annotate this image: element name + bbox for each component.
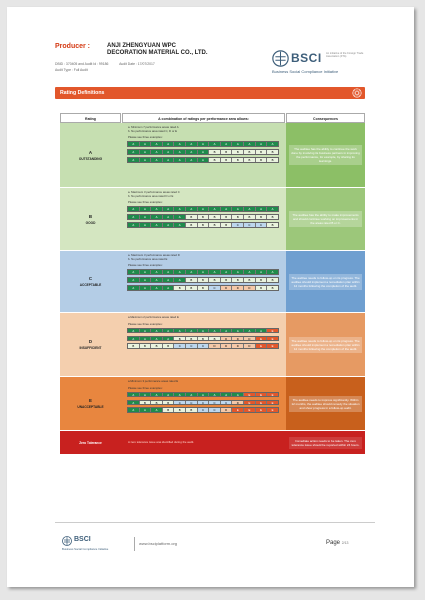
page-label: Page	[326, 540, 341, 546]
example-grade-cell: C	[186, 401, 198, 405]
example-grade-cell: B	[267, 150, 278, 154]
example-grade-cell: A	[128, 401, 140, 405]
rating-letter: E	[89, 398, 92, 403]
page-number	[326, 540, 349, 546]
examples-title: Please see three examples:	[128, 135, 163, 140]
example-grade-cell: A	[186, 329, 198, 333]
example-grade-cell: B	[221, 158, 233, 162]
example-grade-cell: A	[128, 150, 140, 154]
example-grade-cell: A	[256, 329, 268, 333]
example-grade-cell: A	[209, 142, 221, 146]
example-rating-bar	[127, 407, 279, 413]
example-rating-bar	[127, 214, 279, 220]
example-grade-cell: A	[174, 223, 186, 227]
example-rating-bar	[127, 328, 279, 334]
example-grade-cell: A	[151, 393, 163, 397]
example-grade-cell: B	[209, 223, 221, 227]
example-grade-cell: D	[221, 344, 233, 348]
example-grade-cell: B	[198, 223, 210, 227]
rating-name: UNACCEPTABLE	[77, 405, 104, 409]
rating-row	[60, 123, 365, 188]
example-grade-cell: D	[221, 408, 233, 412]
example-grade-cell: A	[163, 215, 175, 219]
example-grade-cell: A	[140, 393, 152, 397]
example-grade-cell: A	[128, 270, 140, 274]
example-grade-cell: A	[140, 408, 152, 412]
audit-type-text: Audit Type : Full Audit	[55, 68, 88, 72]
example-grade-cell: B	[186, 337, 198, 341]
example-grade-cell: A	[151, 270, 163, 274]
example-grade-cell: B	[267, 286, 278, 290]
example-grade-cell: A	[174, 329, 186, 333]
rule-text: a.Minimum 3 performance areas rated E	[128, 379, 179, 383]
rating-name: ACCEPTABLE	[79, 283, 102, 287]
company-name	[107, 43, 208, 57]
example-grade-cell: B	[163, 408, 175, 412]
producer-label: Producer :	[55, 43, 91, 50]
example-rating-bar	[127, 141, 279, 147]
example-rating-bar	[127, 206, 279, 212]
example-grade-cell: D	[232, 337, 244, 341]
example-grade-cell: A	[163, 329, 175, 333]
example-grade-cell: B	[198, 215, 210, 219]
example-grade-cell: B	[267, 223, 278, 227]
example-grade-cell: B	[221, 278, 233, 282]
example-grade-cell: E	[267, 329, 278, 333]
example-grade-cell: D	[244, 337, 256, 341]
example-grade-cell: A	[163, 337, 175, 341]
example-grade-cell: A	[198, 158, 210, 162]
example-grade-cell: B	[174, 337, 186, 341]
example-grade-cell: A	[244, 207, 256, 211]
example-grade-cell: B	[209, 150, 221, 154]
example-grade-cell: E	[244, 401, 256, 405]
example-rating-bar	[127, 222, 279, 228]
example-grade-cell: C	[209, 286, 221, 290]
example-grade-cell: C	[174, 344, 186, 348]
example-grade-cell: D	[232, 344, 244, 348]
example-grade-cell: A	[128, 223, 140, 227]
example-grade-cell: B	[267, 215, 278, 219]
example-grade-cell: A	[209, 207, 221, 211]
example-grade-cell: A	[174, 393, 186, 397]
examples-title: Please see three examples:	[128, 200, 163, 205]
zero-tolerance-name: Zero Tolerance	[79, 440, 102, 445]
example-grade-cell: A	[151, 278, 163, 282]
example-rating-bar	[127, 392, 279, 398]
example-grade-cell: B	[198, 278, 210, 282]
example-grade-cell: A	[174, 142, 186, 146]
footer-bsci-logo	[62, 536, 142, 556]
example-grade-cell: A	[128, 278, 140, 282]
example-grade-cell: A	[209, 393, 221, 397]
example-grade-cell: D	[221, 286, 233, 290]
column-header-combination: A combination of ratings per performance area allows:	[122, 113, 285, 123]
rating-cell	[60, 377, 121, 430]
example-grade-cell: C	[198, 344, 210, 348]
bsci-logo-word: BSCI	[291, 51, 322, 65]
example-grade-cell: A	[232, 270, 244, 274]
consequence-text: The auditee needs to follow-up on its progress. The auditee should implement a remediation plan within 12 months following the completion of the audit.	[289, 337, 362, 353]
example-grade-cell: B	[186, 408, 198, 412]
example-grade-cell: A	[140, 337, 152, 341]
example-grade-cell: B	[140, 401, 152, 405]
example-grade-cell: A	[244, 270, 256, 274]
example-grade-cell: D	[209, 344, 221, 348]
rule-text: a. Minimum 7 performance areas rated A	[128, 125, 179, 129]
example-grade-cell: E	[244, 408, 256, 412]
example-grade-cell: A	[140, 329, 152, 333]
consequence-cell	[286, 251, 365, 312]
example-grade-cell: A	[140, 270, 152, 274]
rule-text: a.Maximum 2 performance areas rated E	[128, 315, 179, 319]
footer-divider	[55, 522, 375, 523]
example-grade-cell: A	[174, 270, 186, 274]
example-grade-cell: A	[232, 393, 244, 397]
rating-name: GOOD	[85, 220, 96, 225]
rule-text: a. Maximum 3 performance areas rated D	[128, 253, 180, 257]
example-grade-cell: E	[267, 408, 278, 412]
example-grade-cell: A	[244, 329, 256, 333]
example-grade-cell: A	[186, 393, 198, 397]
example-grade-cell: C	[244, 223, 256, 227]
example-grade-cell: A	[163, 393, 175, 397]
example-grade-cell: A	[151, 215, 163, 219]
rule-text: a. Maximum 3 performance areas rated C	[128, 190, 180, 194]
example-grade-cell: A	[151, 223, 163, 227]
zero-tolerance-consequence-text: Immediate action needs to be taken. The zero tolerance issue should be reported within 24 hours.	[289, 437, 362, 449]
example-grade-cell: A	[140, 207, 152, 211]
example-rating-bar	[127, 277, 279, 283]
footer-separator	[134, 537, 135, 551]
examples-title: Please see three examples:	[128, 385, 163, 390]
example-grade-cell: B	[232, 150, 244, 154]
example-grade-cell: B	[267, 158, 278, 162]
example-grade-cell: A	[128, 329, 140, 333]
example-grade-cell: D	[244, 286, 256, 290]
example-grade-cell: A	[232, 329, 244, 333]
example-grade-cell: A	[198, 142, 210, 146]
example-rating-bar	[127, 336, 279, 342]
example-grade-cell: B	[151, 344, 163, 348]
section-title: Rating Definitions	[60, 90, 105, 96]
rating-row	[60, 313, 365, 377]
footer-logo-word: BSCI	[74, 536, 91, 543]
example-grade-cell: A	[128, 408, 140, 412]
rating-definitions-table	[60, 113, 365, 445]
section-banner	[55, 87, 365, 99]
example-grade-cell: B	[163, 401, 175, 405]
example-grade-cell: E	[267, 401, 278, 405]
rating-cell	[60, 188, 121, 250]
example-grade-cell: A	[128, 215, 140, 219]
example-rating-bar	[127, 400, 279, 406]
example-grade-cell: A	[221, 207, 233, 211]
example-grade-cell: B	[244, 278, 256, 282]
example-grade-cell: E	[256, 344, 268, 348]
example-rating-bar	[127, 269, 279, 275]
example-grade-cell: A	[151, 329, 163, 333]
example-grade-cell: A	[151, 286, 163, 290]
example-grade-cell: B	[209, 215, 221, 219]
example-grade-cell: B	[256, 150, 268, 154]
dbid-text: DBID : 370405 and Audit Id : 99186	[55, 62, 109, 66]
example-grade-cell: B	[221, 150, 233, 154]
example-grade-cell: B	[267, 278, 278, 282]
example-grade-cell: A	[140, 142, 152, 146]
example-grade-cell: A	[221, 329, 233, 333]
example-rating-bar	[127, 149, 279, 155]
example-grade-cell: A	[140, 150, 152, 154]
example-grade-cell: B	[221, 215, 233, 219]
example-grade-cell: A	[256, 142, 268, 146]
rule-text: b. No performance area rated D or E	[128, 193, 174, 198]
example-grade-cell: A	[267, 142, 278, 146]
example-grade-cell: B	[198, 286, 210, 290]
combination-cell	[122, 377, 285, 430]
example-grade-cell: E	[267, 337, 278, 341]
example-grade-cell: A	[151, 207, 163, 211]
example-grade-cell: B	[151, 401, 163, 405]
example-grade-cell: B	[256, 158, 268, 162]
zero-tolerance-consequence-cell	[286, 431, 365, 454]
example-grade-cell: B	[244, 150, 256, 154]
rule-text: b. No performance area rated E	[128, 256, 168, 261]
example-grade-cell: B	[256, 286, 268, 290]
example-grade-cell: A	[140, 215, 152, 219]
example-grade-cell: A	[128, 158, 140, 162]
example-grade-cell: A	[163, 278, 175, 282]
example-grade-cell: A	[221, 393, 233, 397]
column-header-consequences: Consequences	[286, 113, 365, 123]
example-grade-cell: A	[186, 270, 198, 274]
example-grade-cell: A	[163, 286, 175, 290]
example-grade-cell: A	[163, 142, 175, 146]
rule-text: b. No performance area rated C, D or E	[128, 128, 177, 133]
example-grade-cell: D	[221, 337, 233, 341]
example-grade-cell: C	[209, 401, 221, 405]
audit-date-text: Audit Date : 17/07/2017	[119, 62, 155, 66]
example-rating-bar	[127, 157, 279, 163]
example-grade-cell: A	[186, 142, 198, 146]
example-grade-cell: C	[174, 401, 186, 405]
example-grade-cell: E	[256, 408, 268, 412]
rating-name: OUTSTANDING	[78, 156, 103, 161]
example-grade-cell: E	[256, 401, 268, 405]
company-name-line1: ANJI ZHENGYUAN WPC	[107, 43, 177, 49]
example-grade-cell: C	[256, 223, 268, 227]
example-grade-cell: A	[128, 337, 140, 341]
example-grade-cell: B	[232, 158, 244, 162]
example-grade-cell: A	[198, 393, 210, 397]
example-grade-cell: A	[221, 142, 233, 146]
example-grade-cell: B	[209, 158, 221, 162]
footer-logo-subtitle: Business Social Compliance Initiative	[62, 547, 109, 551]
example-grade-cell: A	[174, 158, 186, 162]
example-grade-cell: D	[232, 286, 244, 290]
example-grade-cell: A	[267, 270, 278, 274]
example-grade-cell: B	[244, 158, 256, 162]
example-grade-cell: A	[198, 207, 210, 211]
example-grade-cell: C	[209, 408, 221, 412]
bsci-logo-subtitle: Business Social Compliance Initiative	[272, 69, 339, 74]
example-grade-cell: A	[174, 207, 186, 211]
example-grade-cell: A	[256, 270, 268, 274]
bsci-logo-mark-icon	[62, 536, 72, 546]
example-grade-cell: A	[151, 150, 163, 154]
example-grade-cell: A	[128, 207, 140, 211]
example-grade-cell: B	[186, 223, 198, 227]
example-grade-cell: A	[140, 223, 152, 227]
example-grade-cell: B	[174, 408, 186, 412]
examples-title: Please see three examples:	[128, 263, 163, 268]
example-grade-cell: A	[186, 150, 198, 154]
example-grade-cell: A	[244, 142, 256, 146]
example-grade-cell: B	[174, 286, 186, 290]
combination-cell	[122, 313, 285, 376]
company-name-line2: DECORATION MATERIAL CO., LTD.	[107, 50, 208, 56]
page-count: 2/13	[341, 541, 349, 545]
example-grade-cell: B	[198, 337, 210, 341]
example-grade-cell: A	[174, 215, 186, 219]
example-grade-cell: A	[151, 142, 163, 146]
example-grade-cell: A	[163, 207, 175, 211]
consequence-cell	[286, 188, 365, 250]
example-grade-cell: B	[256, 278, 268, 282]
example-grade-cell: A	[186, 207, 198, 211]
example-rating-bar	[127, 285, 279, 291]
combination-cell	[122, 188, 285, 250]
rating-letter: B	[88, 213, 93, 219]
example-grade-cell: A	[221, 270, 233, 274]
example-grade-cell: A	[256, 207, 268, 211]
example-grade-cell: A	[163, 158, 175, 162]
example-grade-cell: A	[232, 207, 244, 211]
example-grade-cell: A	[140, 286, 152, 290]
example-grade-cell: B	[221, 223, 233, 227]
example-grade-cell: E	[244, 393, 256, 397]
example-grade-cell: B	[256, 215, 268, 219]
example-grade-cell: A	[128, 142, 140, 146]
zero-tolerance-label	[60, 431, 121, 454]
example-grade-cell: B	[209, 337, 221, 341]
example-grade-cell: B	[186, 215, 198, 219]
example-grade-cell: A	[163, 270, 175, 274]
rating-cell	[60, 251, 121, 312]
example-grade-cell: B	[244, 215, 256, 219]
consequence-cell	[286, 313, 365, 376]
example-grade-cell: D	[244, 344, 256, 348]
example-grade-cell: A	[128, 393, 140, 397]
example-grade-cell: C	[232, 223, 244, 227]
example-grade-cell: A	[198, 150, 210, 154]
example-grade-cell: B	[140, 344, 152, 348]
bsci-logo-mark-icon	[272, 50, 289, 67]
bsci-logo	[272, 50, 382, 76]
example-grade-cell: A	[232, 142, 244, 146]
consequence-cell	[286, 377, 365, 430]
consequence-text: The auditee has the ability to continue the work done by involving its business partners in improving the performance, for example, by sharing its learnings.	[289, 145, 362, 165]
rating-letter: C	[88, 276, 93, 281]
rating-row	[60, 377, 365, 431]
example-grade-cell: A	[174, 278, 186, 282]
rating-cell	[60, 313, 121, 376]
example-grade-cell: A	[174, 150, 186, 154]
example-grade-cell: A	[140, 158, 152, 162]
example-grade-cell: C	[198, 401, 210, 405]
combination-cell	[122, 251, 285, 312]
consequence-text: The auditee needs to follow-up on its progress. The auditee should implement a remediation plan within 12 months following the completion of the audit.	[289, 274, 362, 290]
footer-url-link[interactable]: www.bsciplatform.org	[139, 541, 178, 546]
example-rating-bar	[127, 343, 279, 349]
rating-row	[60, 251, 365, 313]
example-grade-cell: A	[198, 329, 210, 333]
example-grade-cell: A	[163, 223, 175, 227]
example-grade-cell: A	[140, 278, 152, 282]
example-grade-cell: A	[186, 158, 198, 162]
consequence-text: The auditee has the ability to make improvements and should continue working on improvements in the areas rated B or C.	[289, 211, 362, 227]
rating-cell	[60, 123, 121, 187]
rating-letter: D	[88, 339, 93, 344]
example-grade-cell: E	[256, 393, 268, 397]
example-grade-cell: B	[209, 278, 221, 282]
gear-icon	[352, 88, 362, 98]
rating-letter: A	[88, 149, 93, 155]
zero-tolerance-row	[60, 431, 365, 455]
example-grade-cell: A	[151, 408, 163, 412]
example-grade-cell: A	[128, 286, 140, 290]
example-grade-cell: B	[128, 344, 140, 348]
examples-title: Please see three examples:	[128, 321, 163, 326]
column-header-rating: Rating	[60, 113, 121, 123]
rating-name: INSUFFICIENT	[79, 346, 102, 350]
example-grade-cell: E	[256, 337, 268, 341]
example-grade-cell: E	[232, 408, 244, 412]
example-grade-cell: B	[232, 215, 244, 219]
example-grade-cell: A	[151, 158, 163, 162]
bsci-logo-tagline: An initiative of the Foreign Trade Association (FTA)	[326, 52, 364, 59]
example-grade-cell: C	[221, 401, 233, 405]
rating-row	[60, 188, 365, 251]
example-grade-cell: B	[163, 344, 175, 348]
audit-meta	[55, 62, 165, 66]
example-grade-cell: B	[186, 286, 198, 290]
example-grade-cell: B	[232, 278, 244, 282]
example-grade-cell: E	[267, 344, 278, 348]
example-grade-cell: A	[209, 270, 221, 274]
example-grade-cell: C	[186, 344, 198, 348]
example-grade-cell: C	[198, 408, 210, 412]
example-grade-cell: E	[267, 393, 278, 397]
example-grade-cell: A	[267, 207, 278, 211]
example-grade-cell: A	[151, 337, 163, 341]
combination-cell	[122, 123, 285, 187]
example-grade-cell: B	[186, 278, 198, 282]
consequence-cell	[286, 123, 365, 187]
example-grade-cell: A	[198, 270, 210, 274]
example-grade-cell: A	[209, 329, 221, 333]
example-grade-cell: D	[232, 401, 244, 405]
zero-tolerance-text: A zero tolerance issue was identified during the audit.	[128, 439, 195, 444]
example-grade-cell: A	[163, 150, 175, 154]
zero-tolerance-combination	[122, 431, 285, 454]
consequence-text: The auditee needs to improve significantly. Within 12 months, the auditee should remedy the situation and show progress in a follow-up audit.	[289, 396, 362, 412]
